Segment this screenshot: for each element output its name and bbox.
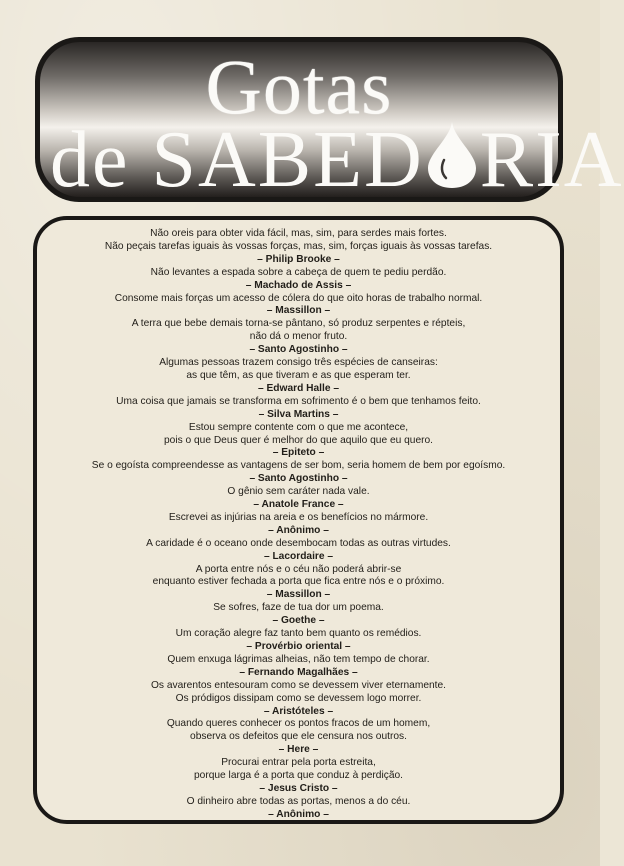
quote-author: – Massillon –: [266, 305, 331, 317]
quote-line: Algumas pessoas trazem consigo três espécies de canseiras:: [159, 357, 438, 369]
quote-author: – Anônimo –: [268, 808, 329, 820]
title-ria-part: RIA: [479, 116, 624, 204]
quote-line: enquanto estiver fechada a porta que fica entre nós e o próximo.: [152, 576, 445, 588]
quote-author: – Anatole France –: [253, 499, 344, 511]
quote-line: A caridade é o oceano onde desembocam todas as outras virtudes.: [146, 537, 451, 549]
quote-author: – Machado de Assis –: [245, 279, 352, 291]
quote-author: – Anônimo –: [268, 524, 329, 536]
quote-author: – Epiteto –: [272, 447, 325, 459]
quote-line: Se o egoísta compreendesse as vantagens de ser bom, seria homem de bem por egoísmo.: [91, 460, 506, 472]
quote-line: Quando queres conhecer os pontos fracos de um homem,: [166, 718, 431, 730]
quote-line: Estou sempre contente com o que me acontece,: [188, 421, 409, 433]
quote-line: A porta entre nós e o céu não poderá abrir-se: [195, 563, 402, 575]
quote-line: Uma coisa que jamais se transforma em sofrimento é o bem que tenhamos feito.: [116, 395, 481, 407]
quote-line: Não oreis para obter vida fácil, mas, sim, para serdes mais fortes.: [150, 228, 447, 239]
quote-author: – Massillon –: [266, 589, 331, 601]
quote-line: Os avarentos entesouram como se devessem viver eternamente.: [150, 679, 446, 691]
quote-line: A terra que bebe demais torna-se pântano, só produz serpentes e répteis,: [131, 318, 466, 330]
quote-line: O gênio sem caráter nada vale.: [227, 486, 370, 498]
quote-author: – Philip Brooke –: [257, 253, 340, 265]
title-gotas: Gotas: [205, 43, 393, 130]
quote-author: – Goethe –: [272, 615, 325, 627]
quote-line: Consome mais forças um acesso de cólera do que oito horas de trabalho normal.: [114, 292, 483, 304]
quote-line: Um coração alegre faz tanto bem quanto os remédios.: [175, 628, 422, 640]
quote-author: – Santo Agostinho –: [249, 473, 348, 485]
quote-author: – Fernando Magalhães –: [239, 666, 358, 678]
water-drop-icon: [424, 120, 480, 190]
quote-author: – Here –: [278, 744, 319, 756]
title-banner-inner: [40, 42, 624, 204]
quote-author: – Silva Martins –: [258, 408, 339, 420]
quote-line: Não levantes a espada sobre a cabeça de quem te pediu perdão.: [150, 266, 447, 278]
quote-line: Se sofres, faze de tua dor um poema.: [213, 602, 384, 614]
quote-line: Escrevei as injúrias na areia e os benefícios no mármore.: [168, 511, 429, 523]
quotes-list: [45, 228, 552, 822]
quote-line: porque larga é a porta que conduz à perdição.: [194, 770, 403, 782]
quotes-box: [33, 216, 564, 824]
quote-author: – Lacordaire –: [263, 550, 334, 562]
title-sabedoria: [50, 116, 624, 204]
title-banner: [35, 37, 624, 204]
quote-line: pois o que Deus quer é melhor do que aquilo que eu quero.: [163, 434, 434, 446]
quote-author: – Provérbio oriental –: [246, 641, 351, 652]
quote-line: observa os defeitos que ele censura nos outros.: [190, 731, 407, 743]
title-sabed-part: de SABED: [50, 116, 424, 204]
quote-line: O dinheiro abre todas as portas, menos a do céu.: [186, 795, 411, 807]
quote-author: – Santo Agostinho –: [249, 344, 348, 356]
quote-author: – Aristóteles –: [263, 705, 334, 717]
quote-line: não dá o menor fruto.: [249, 331, 348, 343]
quote-line: Os pródigos dissipam como se devessem logo morrer.: [175, 692, 422, 704]
quote-author: – Jesus Cristo –: [259, 782, 338, 794]
quote-line: as que têm, as que tiveram e as que esperam ter.: [186, 369, 411, 381]
quote-line: Não peçais tarefas iguais às vossas forças, mas, sim, forças iguais às vossas tarefas.: [104, 240, 493, 252]
quote-line: Quem enxuga lágrimas alheias, não tem tempo de chorar.: [167, 653, 430, 665]
quote-line: Procurai entrar pela porta estreita,: [221, 757, 376, 769]
quote-author: – Edward Halle –: [258, 382, 339, 394]
